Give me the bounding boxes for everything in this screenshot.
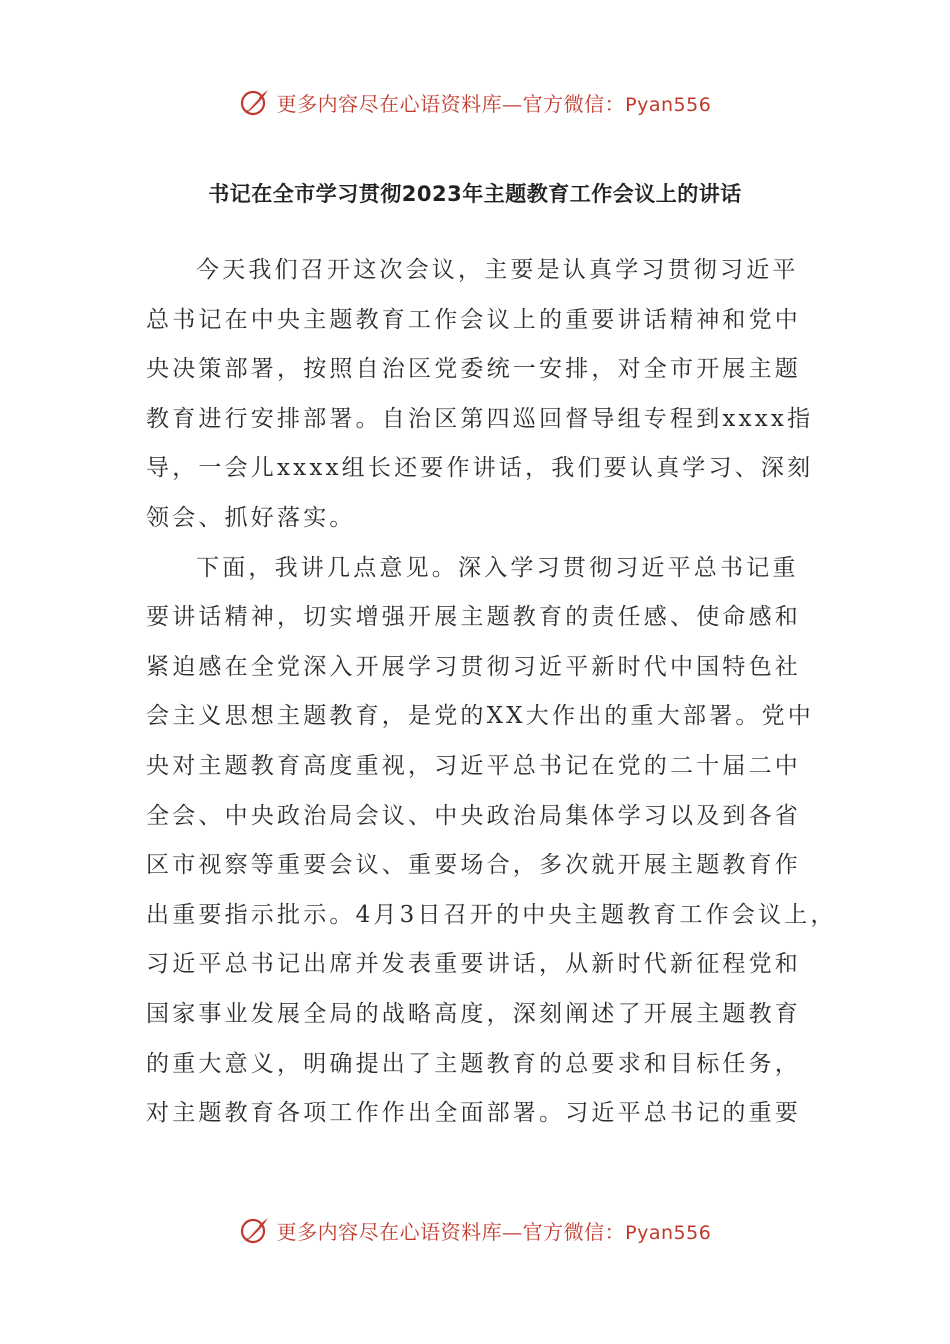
paragraph-line: 领会、抓好落实。 xyxy=(146,504,356,531)
paragraph-line: 会主义思想主题教育，是党的XX大作出的重大部署。党中 xyxy=(146,703,814,730)
paragraph-line: 央决策部署，按照自治区党委统一安排，对全市开展主题 xyxy=(146,356,801,383)
paragraph-line: 下面，我讲几点意见。深入学习贯彻习近平总书记重 xyxy=(196,554,799,581)
header-wechat-id: Pyan556 xyxy=(625,93,712,116)
quill-pen-circle-icon xyxy=(239,86,271,118)
paragraph-line: 今天我们召开这次会议，主要是认真学习贯彻习近平 xyxy=(196,257,799,283)
paragraph-line: 教育进行安排部署。自治区第四巡回督导组专程到xxxx指 xyxy=(146,405,814,432)
paragraph-line: 全会、中央政治局会议、中央政治局集体学习以及到各省 xyxy=(146,802,801,829)
paragraph-line: 紧迫感在全党深入开展学习贯彻习近平新时代中国特色社 xyxy=(146,653,801,680)
paragraph-line: 总书记在中央主题教育工作会议上的重要讲话精神和党中 xyxy=(146,306,801,333)
paragraph-line: 出重要指示批示。4月3日召开的中央主题教育工作会议上， xyxy=(146,901,837,928)
paragraph-line: 区市视察等重要会议、重要场合，多次就开展主题教育作 xyxy=(146,852,801,879)
paragraph-line: 的重大意义，明确提出了主题教育的总要求和目标任务， xyxy=(146,1050,801,1077)
document-title: 书记在全市学习贯彻2023年主题教育工作会议上的讲话 xyxy=(208,182,742,206)
footer-banner-text: 更多内容尽在心语资料库—官方微信：Pyan556 xyxy=(276,1219,712,1244)
header-banner[interactable] xyxy=(0,82,950,122)
footer-wechat-id: Pyan556 xyxy=(625,1221,712,1244)
paragraph-line: 习近平总书记出席并发表重要讲话，从新时代新征程党和 xyxy=(146,951,801,978)
quill-pen-circle-icon xyxy=(239,1214,271,1246)
paragraph-line: 导，一会儿xxxx组长还要作讲话，我们要认真学习、深刻 xyxy=(146,455,814,482)
paragraph-line: 央对主题教育高度重视，习近平总书记在党的二十届二中 xyxy=(146,752,801,779)
paragraph-2 xyxy=(146,548,837,1143)
header-banner-text: 更多内容尽在心语资料库—官方微信：Pyan556 xyxy=(276,91,712,116)
paragraph-line: 对主题教育各项工作作出全面部署。习近平总书记的重要 xyxy=(146,1100,801,1127)
paragraph-line: 要讲话精神，切实增强开展主题教育的责任感、使命感和 xyxy=(146,604,801,631)
paragraph-line: 国家事业发展全局的战略高度，深刻阐述了开展主题教育 xyxy=(146,1000,801,1027)
paragraph-1 xyxy=(146,250,814,548)
footer-banner[interactable] xyxy=(0,1210,950,1250)
document-body xyxy=(146,250,837,1143)
